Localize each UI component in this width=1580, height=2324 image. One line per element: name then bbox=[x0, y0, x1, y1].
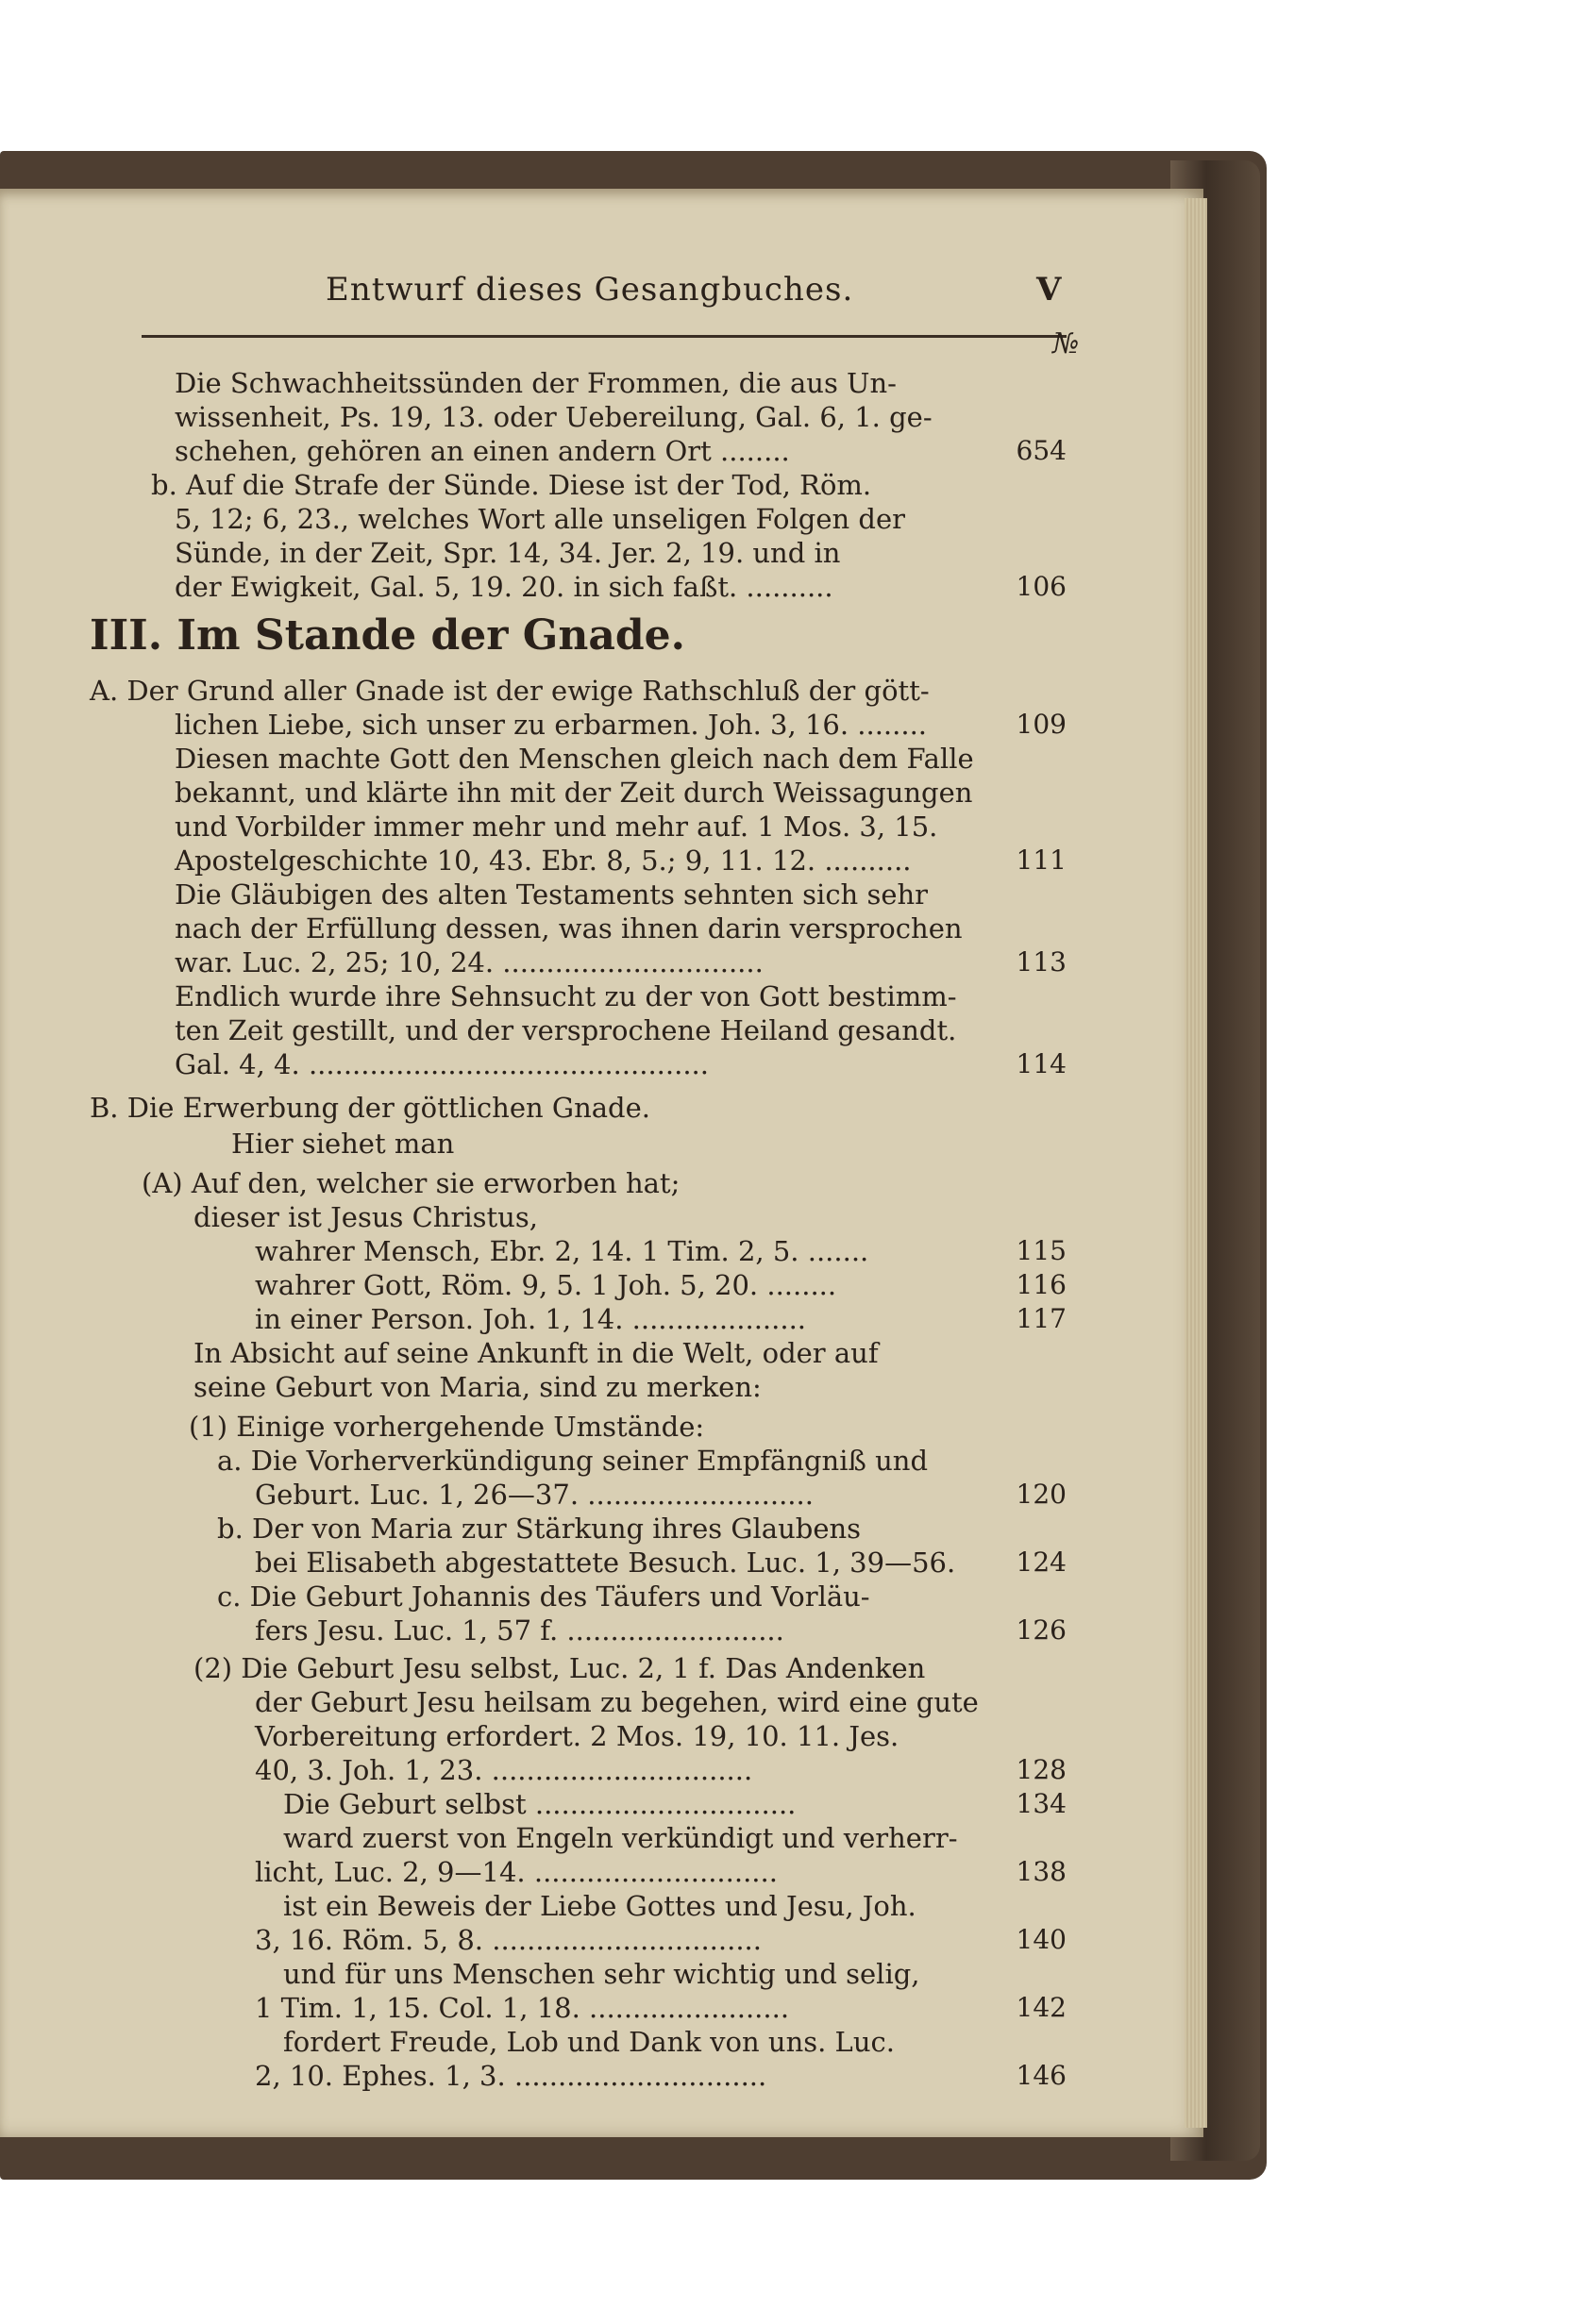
toc-line: wissenheit, Ps. 19, 13. oder Uebereilung, Gal. 6, 1. ge- bbox=[175, 401, 933, 433]
toc-page-number: 117 bbox=[1016, 1303, 1067, 1334]
toc-page-number: 140 bbox=[1016, 1924, 1067, 1955]
toc-line: wahrer Mensch, Ebr. 2, 14. 1 Tim. 2, 5. ....... bbox=[255, 1235, 869, 1267]
toc-line: (A) Auf den, welcher sie erworben hat; bbox=[142, 1167, 681, 1199]
page-number: V bbox=[1036, 271, 1063, 309]
toc-page-number: 111 bbox=[1016, 844, 1067, 876]
toc-line: B. Die Erwerbung der göttlichen Gnade. bbox=[90, 1092, 650, 1124]
toc-page-number: 126 bbox=[1016, 1614, 1067, 1646]
page-stack-edge bbox=[1185, 198, 1207, 2128]
toc-line: bei Elisabeth abgestattete Besuch. Luc. 1, 39—56. bbox=[255, 1547, 956, 1579]
toc-line: dieser ist Jesus Christus, bbox=[193, 1201, 538, 1233]
toc-line: 40, 3. Joh. 1, 23. .............................. bbox=[255, 1754, 753, 1786]
toc-page-number: 654 bbox=[1016, 435, 1067, 466]
toc-line: 5, 12; 6, 23., welches Wort alle unseligen Folgen der bbox=[175, 503, 905, 535]
toc-page-number: 115 bbox=[1016, 1235, 1067, 1266]
toc-page-number: 113 bbox=[1016, 946, 1067, 978]
toc-line: Geburt. Luc. 1, 26—37. .......................... bbox=[255, 1479, 814, 1511]
toc-page-number: 106 bbox=[1016, 571, 1067, 602]
toc-page-number: 109 bbox=[1016, 709, 1067, 740]
header-rule bbox=[142, 335, 1067, 338]
toc-page-number: 146 bbox=[1016, 2060, 1067, 2091]
toc-line: der Geburt Jesu heilsam zu begehen, wird eine gute bbox=[255, 1686, 979, 1718]
toc-line: Diesen machte Gott den Menschen gleich nach dem Falle bbox=[175, 743, 974, 775]
toc-page-number: 138 bbox=[1016, 1856, 1067, 1887]
toc-line: Die Schwachheitssünden der Frommen, die aus Un- bbox=[175, 367, 897, 399]
toc-line: und für uns Menschen sehr wichtig und selig, bbox=[283, 1958, 920, 1990]
toc-line: bekannt, und klärte ihn mit der Zeit durch Weissagungen bbox=[175, 777, 973, 809]
toc-line: Apostelgeschichte 10, 43. Ebr. 8, 5.; 9, 11. 12. .......... bbox=[175, 844, 912, 877]
running-header-title: Entwurf dieses Gesangbuches. bbox=[326, 271, 854, 309]
toc-line: (2) Die Geburt Jesu selbst, Luc. 2, 1 f. Das Andenken bbox=[193, 1652, 926, 1684]
toc-line: seine Geburt von Maria, sind zu merken: bbox=[193, 1371, 762, 1403]
toc-line: In Absicht auf seine Ankunft in die Welt, oder auf bbox=[193, 1337, 879, 1369]
toc-line: ten Zeit gestillt, und der versprochene Heiland gesandt. bbox=[175, 1014, 957, 1046]
toc-line: fordert Freude, Lob und Dank von uns. Luc. bbox=[283, 2026, 895, 2058]
toc-line: fers Jesu. Luc. 1, 57 f. ......................... bbox=[255, 1614, 784, 1647]
toc-line: Hier siehet man bbox=[231, 1128, 455, 1160]
toc-line: und Vorbilder immer mehr und mehr auf. 1 Mos. 3, 15. bbox=[175, 811, 938, 843]
toc-page-number: 116 bbox=[1016, 1269, 1067, 1300]
toc-line: Gal. 4, 4. .............................................. bbox=[175, 1048, 709, 1080]
toc-line: Sünde, in der Zeit, Spr. 14, 34. Jer. 2, 19. und in bbox=[175, 537, 841, 569]
toc-line: ist ein Beweis der Liebe Gottes und Jesu, Joh. bbox=[283, 1890, 916, 1922]
toc-line: b. Der von Maria zur Stärkung ihres Glaubens bbox=[217, 1513, 862, 1545]
toc-line: 3, 16. Röm. 5, 8. ............................... bbox=[255, 1924, 762, 1956]
toc-line: der Ewigkeit, Gal. 5, 19. 20. in sich faßt. .......... bbox=[175, 571, 833, 603]
toc-line: c. Die Geburt Johannis des Täufers und Vorläu- bbox=[217, 1580, 870, 1613]
toc-line: schehen, gehören an einen andern Ort ........ bbox=[175, 435, 790, 467]
toc-page-number: 114 bbox=[1016, 1048, 1067, 1079]
toc-page-number: 142 bbox=[1016, 1992, 1067, 2023]
toc-line: 1 Tim. 1, 15. Col. 1, 18. ....................... bbox=[255, 1992, 790, 2024]
toc-line: nach der Erfüllung dessen, was ihnen darin versprochen bbox=[175, 912, 963, 945]
toc-line: lichen Liebe, sich unser zu erbarmen. Joh. 3, 16. ........ bbox=[175, 709, 928, 741]
toc-line: ward zuerst von Engeln verkündigt und verherr- bbox=[283, 1822, 958, 1854]
toc-line: 2, 10. Ephes. 1, 3. ............................. bbox=[255, 2060, 767, 2092]
toc-line: Die Geburt selbst .............................. bbox=[283, 1788, 797, 1820]
toc-line: Endlich wurde ihre Sehnsucht zu der von Gott bestimm- bbox=[175, 980, 957, 1012]
toc-line: b. Auf die Strafe der Sünde. Diese ist der Tod, Röm. bbox=[151, 469, 872, 501]
toc-line: Vorbereitung erfordert. 2 Mos. 19, 10. 11. Jes. bbox=[255, 1720, 899, 1752]
number-column-label: № bbox=[1052, 327, 1080, 360]
toc-line: war. Luc. 2, 25; 10, 24. .............................. bbox=[175, 946, 764, 978]
toc-line: in einer Person. Joh. 1, 14. .................... bbox=[255, 1303, 807, 1335]
toc-page-number: 134 bbox=[1016, 1788, 1067, 1819]
toc-page-number: 128 bbox=[1016, 1754, 1067, 1785]
toc-line: A. Der Grund aller Gnade ist der ewige Rathschluß der gött- bbox=[90, 675, 930, 707]
toc-line: a. Die Vorherverkündigung seiner Empfängniß und bbox=[217, 1445, 929, 1477]
toc-line: licht, Luc. 2, 9—14. ............................ bbox=[255, 1856, 778, 1888]
toc-page-number: 124 bbox=[1016, 1547, 1067, 1578]
toc-line: (1) Einige vorhergehende Umstände: bbox=[189, 1411, 705, 1443]
toc-page-number: 120 bbox=[1016, 1479, 1067, 1510]
toc-line: Die Gläubigen des alten Testaments sehnten sich sehr bbox=[175, 878, 929, 911]
toc-line: III. Im Stande der Gnade. bbox=[90, 611, 685, 660]
toc-line: wahrer Gott, Röm. 9, 5. 1 Joh. 5, 20. ........ bbox=[255, 1269, 837, 1301]
